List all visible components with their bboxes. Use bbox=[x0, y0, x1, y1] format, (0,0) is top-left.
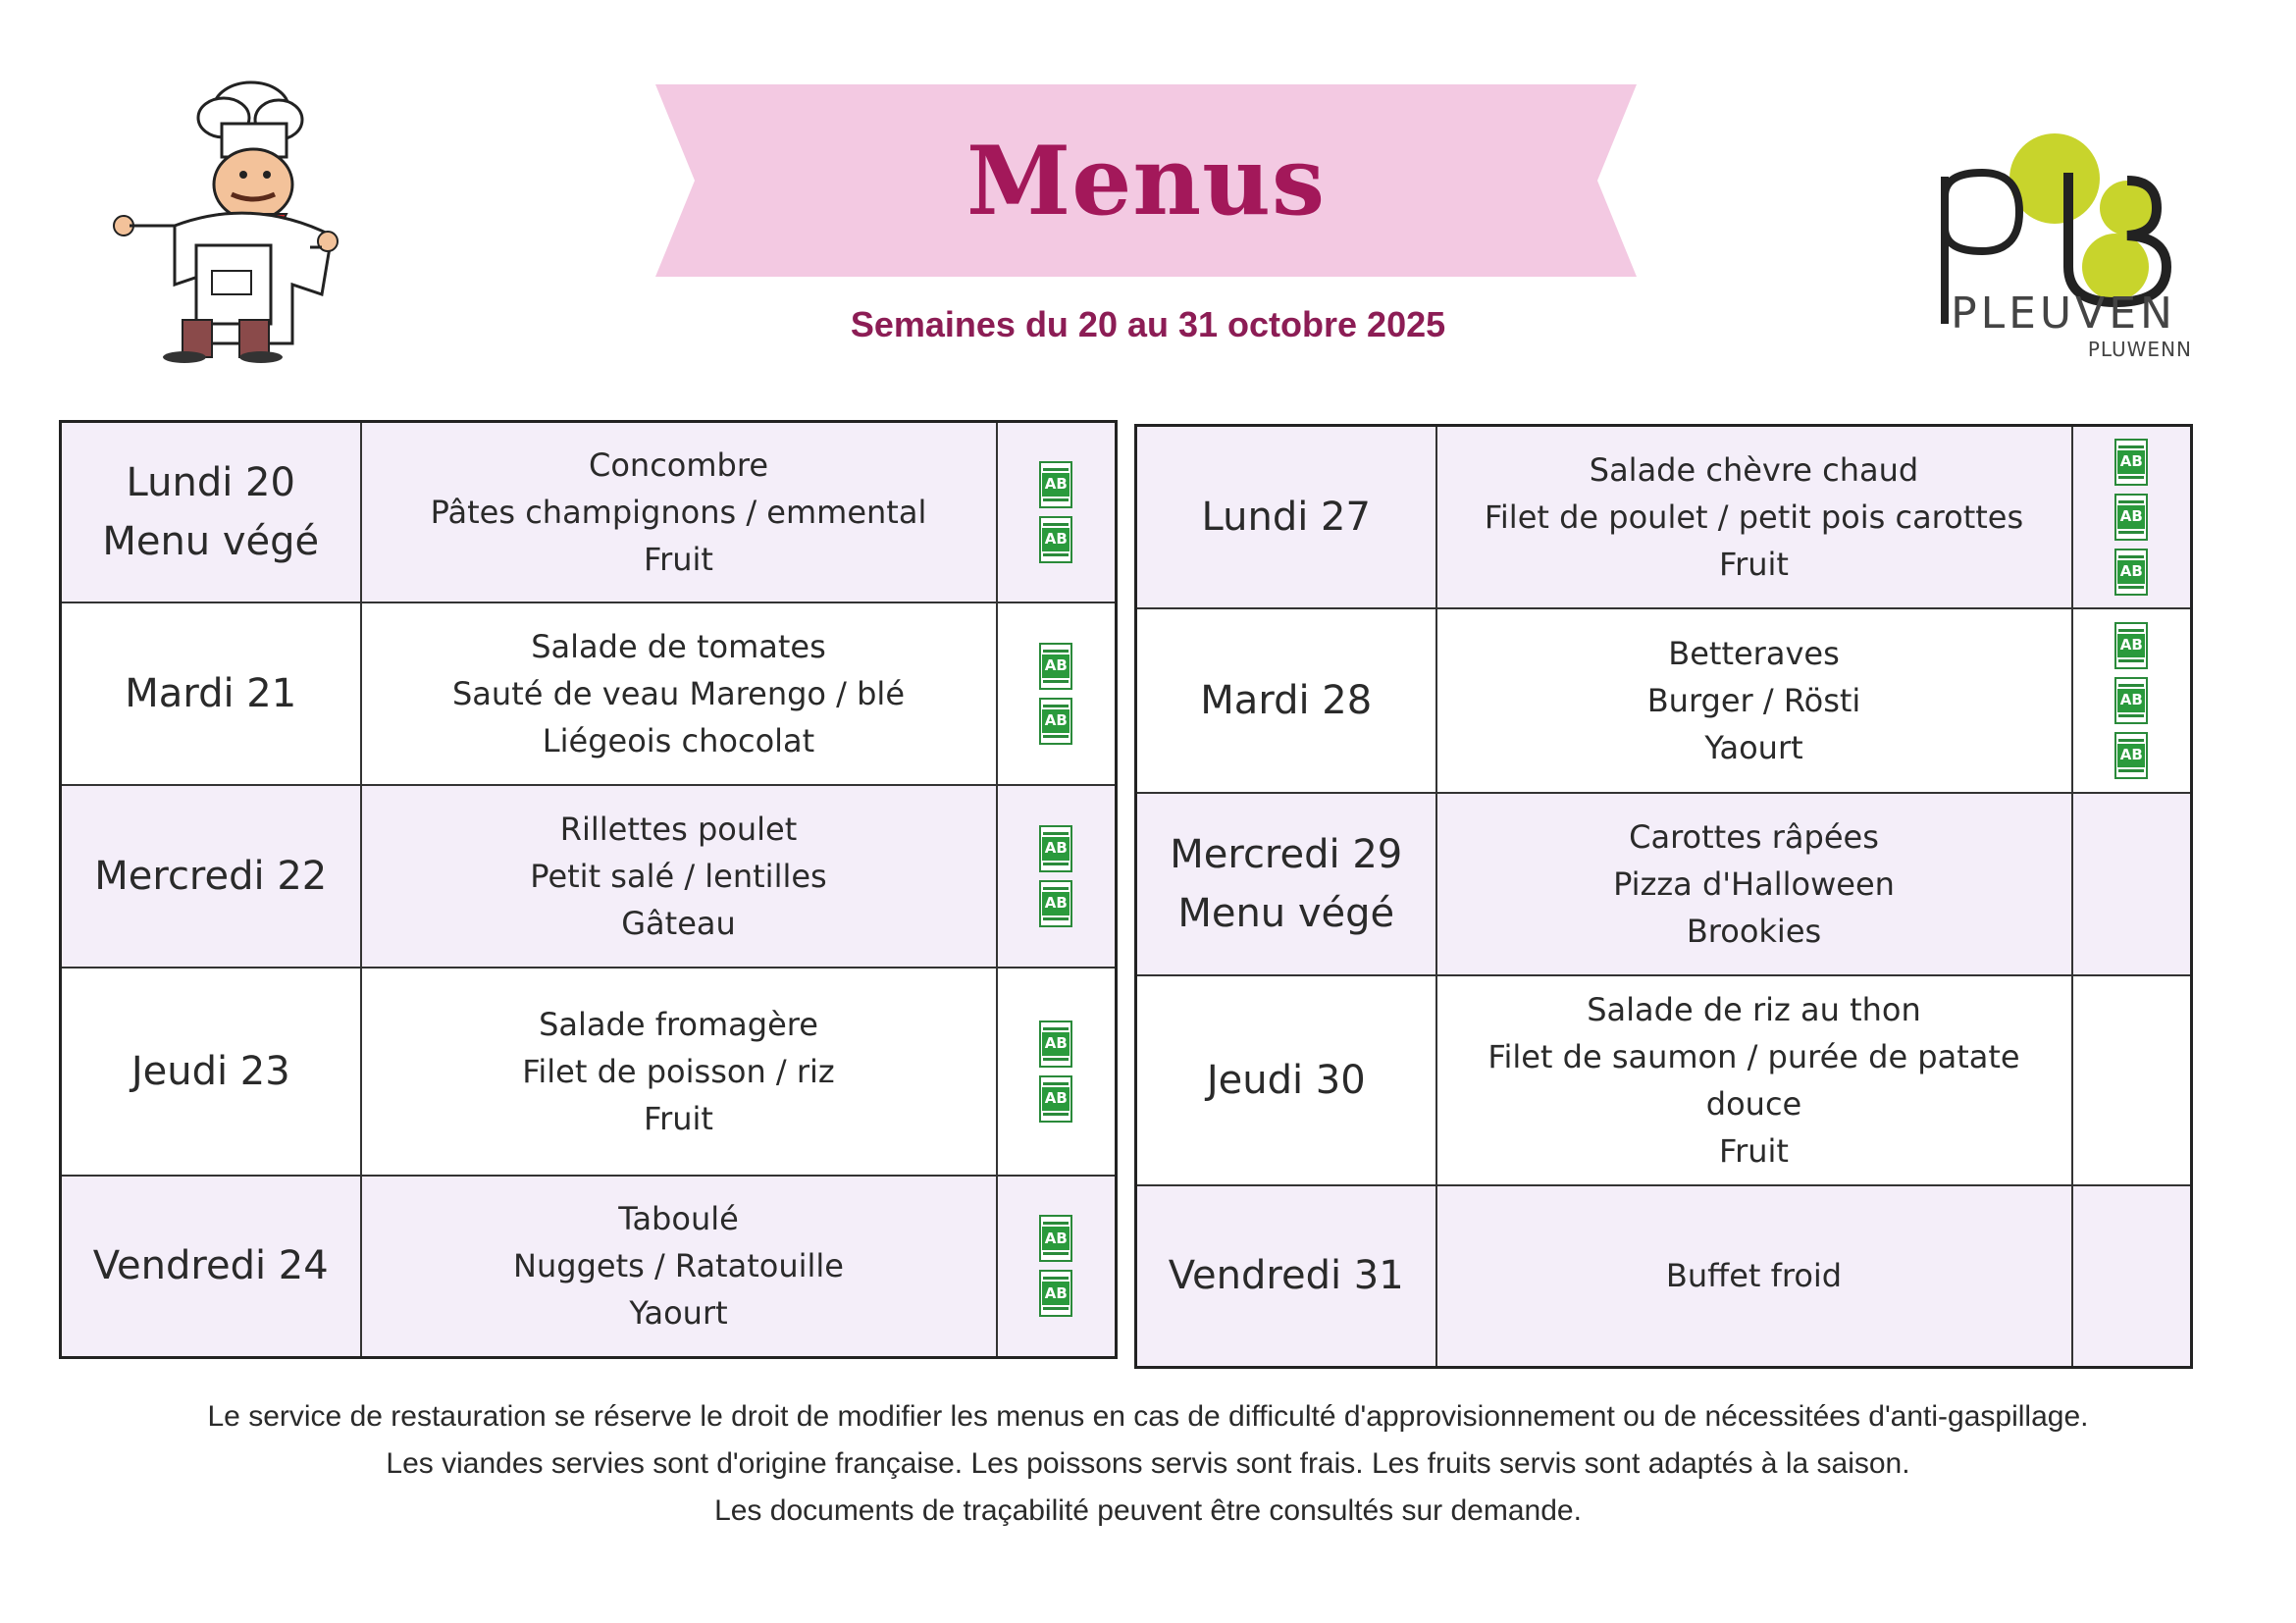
organic-ab-icon: AB bbox=[1039, 880, 1072, 927]
organic-ab-icon: AB bbox=[1039, 516, 1072, 563]
dish-item: Salade de tomates bbox=[531, 627, 826, 665]
menu-row bbox=[1136, 975, 2192, 1185]
title-banner bbox=[655, 84, 1637, 277]
organic-ab-icon: AB bbox=[2114, 677, 2148, 724]
day-label: Mardi 21 bbox=[125, 670, 297, 716]
dishes-cell bbox=[1436, 426, 2072, 608]
organic-ab-icon: AB bbox=[1039, 825, 1072, 872]
menu-row bbox=[1136, 1185, 2192, 1368]
menu-row bbox=[1136, 426, 2192, 608]
menu-row bbox=[61, 785, 1117, 968]
day-label: Jeudi 23 bbox=[130, 1048, 290, 1094]
day-cell bbox=[1136, 975, 1436, 1185]
bio-labels-cell bbox=[997, 968, 1117, 1176]
footer-line: Les documents de traçabilité peuvent être consultés sur demande. bbox=[714, 1494, 1582, 1527]
dish-item: Taboulé bbox=[618, 1200, 739, 1238]
menu-row bbox=[1136, 793, 2192, 975]
organic-ab-icon: AB bbox=[2114, 549, 2148, 596]
dish-item: Yaourt bbox=[629, 1294, 728, 1333]
dish-item: Petit salé / lentilles bbox=[530, 857, 827, 895]
dish-item: Filet de poisson / riz bbox=[522, 1052, 835, 1090]
day-cell bbox=[1136, 426, 1436, 608]
dishes-cell bbox=[361, 785, 997, 968]
day-cell bbox=[1136, 1185, 1436, 1368]
footer-notes bbox=[147, 1393, 2149, 1535]
dish-item: Liégeois chocolat bbox=[542, 721, 815, 759]
bio-labels-cell bbox=[997, 1176, 1117, 1358]
dishes-cell bbox=[1436, 1185, 2072, 1368]
dish-item: Salade de riz au thon bbox=[1587, 990, 1921, 1028]
bio-labels-cell bbox=[997, 422, 1117, 602]
dish-item: Concombre bbox=[589, 445, 768, 484]
organic-ab-icon: AB bbox=[1039, 698, 1072, 745]
organic-ab-icon: AB bbox=[2114, 622, 2148, 669]
bio-labels-cell bbox=[2072, 608, 2192, 793]
dish-item: Filet de saumon / purée de patate bbox=[1487, 1037, 2020, 1075]
dish-item: Fruit bbox=[644, 540, 713, 578]
dish-item: Pizza d'Halloween bbox=[1613, 864, 1895, 903]
dishes-cell bbox=[361, 422, 997, 602]
menu-table-week-1 bbox=[59, 420, 1118, 1359]
menu-table-week-2 bbox=[1134, 424, 2193, 1369]
dish-item: Burger / Rösti bbox=[1646, 681, 1861, 719]
menu-row bbox=[61, 1176, 1117, 1358]
day-cell bbox=[61, 1176, 361, 1358]
menu-row bbox=[61, 968, 1117, 1176]
dishes-cell bbox=[361, 968, 997, 1176]
day-cell bbox=[61, 785, 361, 968]
page-title: Menus bbox=[966, 125, 1326, 236]
dish-item: Brookies bbox=[1686, 912, 1822, 950]
dish-item: Nuggets / Ratatouille bbox=[513, 1247, 844, 1285]
day-cell bbox=[61, 602, 361, 785]
dishes-cell bbox=[361, 602, 997, 785]
day-label: Mardi 28 bbox=[1200, 677, 1373, 723]
dish-item: Filet de poulet / petit pois carottes bbox=[1484, 497, 2024, 536]
dish-item: Sauté de veau Marengo / blé bbox=[451, 674, 905, 712]
menu-row bbox=[61, 422, 1117, 602]
organic-ab-icon: AB bbox=[1039, 643, 1072, 690]
dish-item: Rillettes poulet bbox=[559, 810, 798, 848]
day-label: Mercredi 29 bbox=[1170, 831, 1403, 877]
bio-labels-cell bbox=[2072, 975, 2192, 1185]
bio-labels-cell bbox=[2072, 426, 2192, 608]
day-label: Jeudi 30 bbox=[1206, 1057, 1366, 1103]
day-cell bbox=[1136, 793, 1436, 975]
dish-item: Betteraves bbox=[1668, 634, 1840, 672]
footer-line: Le service de restauration se réserve le droit de modifier les menus en cas de difficulté d'approvisionnement ou de nécessitées d'anti-gaspillage. bbox=[207, 1400, 2089, 1433]
logo-name: PLEUVEN bbox=[1951, 288, 2176, 339]
organic-ab-icon: AB bbox=[1039, 1075, 1072, 1123]
day-label: Lundi 27 bbox=[1201, 494, 1371, 540]
day-label: Lundi 20 bbox=[126, 459, 295, 505]
day-label: Menu végé bbox=[1177, 890, 1395, 936]
day-label: Vendredi 24 bbox=[92, 1243, 329, 1289]
day-label: Vendredi 31 bbox=[1168, 1253, 1404, 1299]
day-label: Menu végé bbox=[102, 518, 320, 564]
bio-labels-cell bbox=[2072, 1185, 2192, 1368]
dish-item: Pâtes champignons / emmental bbox=[430, 493, 927, 531]
dish-item: Yaourt bbox=[1704, 728, 1803, 766]
dish-item: Salade fromagère bbox=[539, 1005, 818, 1043]
organic-ab-icon: AB bbox=[1039, 1270, 1072, 1317]
dishes-cell bbox=[1436, 608, 2072, 793]
bio-labels-cell bbox=[2072, 793, 2192, 975]
bio-labels-cell bbox=[997, 602, 1117, 785]
day-label: Mercredi 22 bbox=[94, 853, 328, 899]
organic-ab-icon: AB bbox=[2114, 439, 2148, 486]
organic-ab-icon: AB bbox=[2114, 732, 2148, 779]
bio-labels-cell bbox=[997, 785, 1117, 968]
menu-row bbox=[1136, 608, 2192, 793]
chef-illustration bbox=[106, 79, 341, 363]
dish-item: Fruit bbox=[1719, 545, 1789, 583]
dish-item: Fruit bbox=[644, 1099, 713, 1137]
dishes-cell bbox=[1436, 975, 2072, 1185]
menu-row bbox=[61, 602, 1117, 785]
organic-ab-icon: AB bbox=[1039, 1021, 1072, 1068]
day-cell bbox=[1136, 608, 1436, 793]
dish-item: Gâteau bbox=[621, 904, 736, 942]
organic-ab-icon: AB bbox=[2114, 494, 2148, 541]
dish-item: douce bbox=[1705, 1084, 1802, 1123]
organic-ab-icon: AB bbox=[1039, 1215, 1072, 1262]
dish-item: Carottes râpées bbox=[1629, 817, 1879, 856]
dish-item: Salade chèvre chaud bbox=[1589, 450, 1919, 489]
dish-item: Fruit bbox=[1719, 1131, 1789, 1170]
dish-item: Buffet froid bbox=[1665, 1257, 1843, 1295]
day-cell bbox=[61, 968, 361, 1176]
page-subtitle: Semaines du 20 au 31 octobre 2025 bbox=[850, 304, 1446, 344]
organic-ab-icon: AB bbox=[1039, 461, 1072, 508]
logo-subname: PLUWENN bbox=[2087, 338, 2192, 361]
day-cell bbox=[61, 422, 361, 602]
dishes-cell bbox=[361, 1176, 997, 1358]
footer-line: Les viandes servies sont d'origine française. Les poissons servis sont frais. Les fruits servis sont adaptés à la saison. bbox=[386, 1447, 1910, 1480]
dishes-cell bbox=[1436, 793, 2072, 975]
